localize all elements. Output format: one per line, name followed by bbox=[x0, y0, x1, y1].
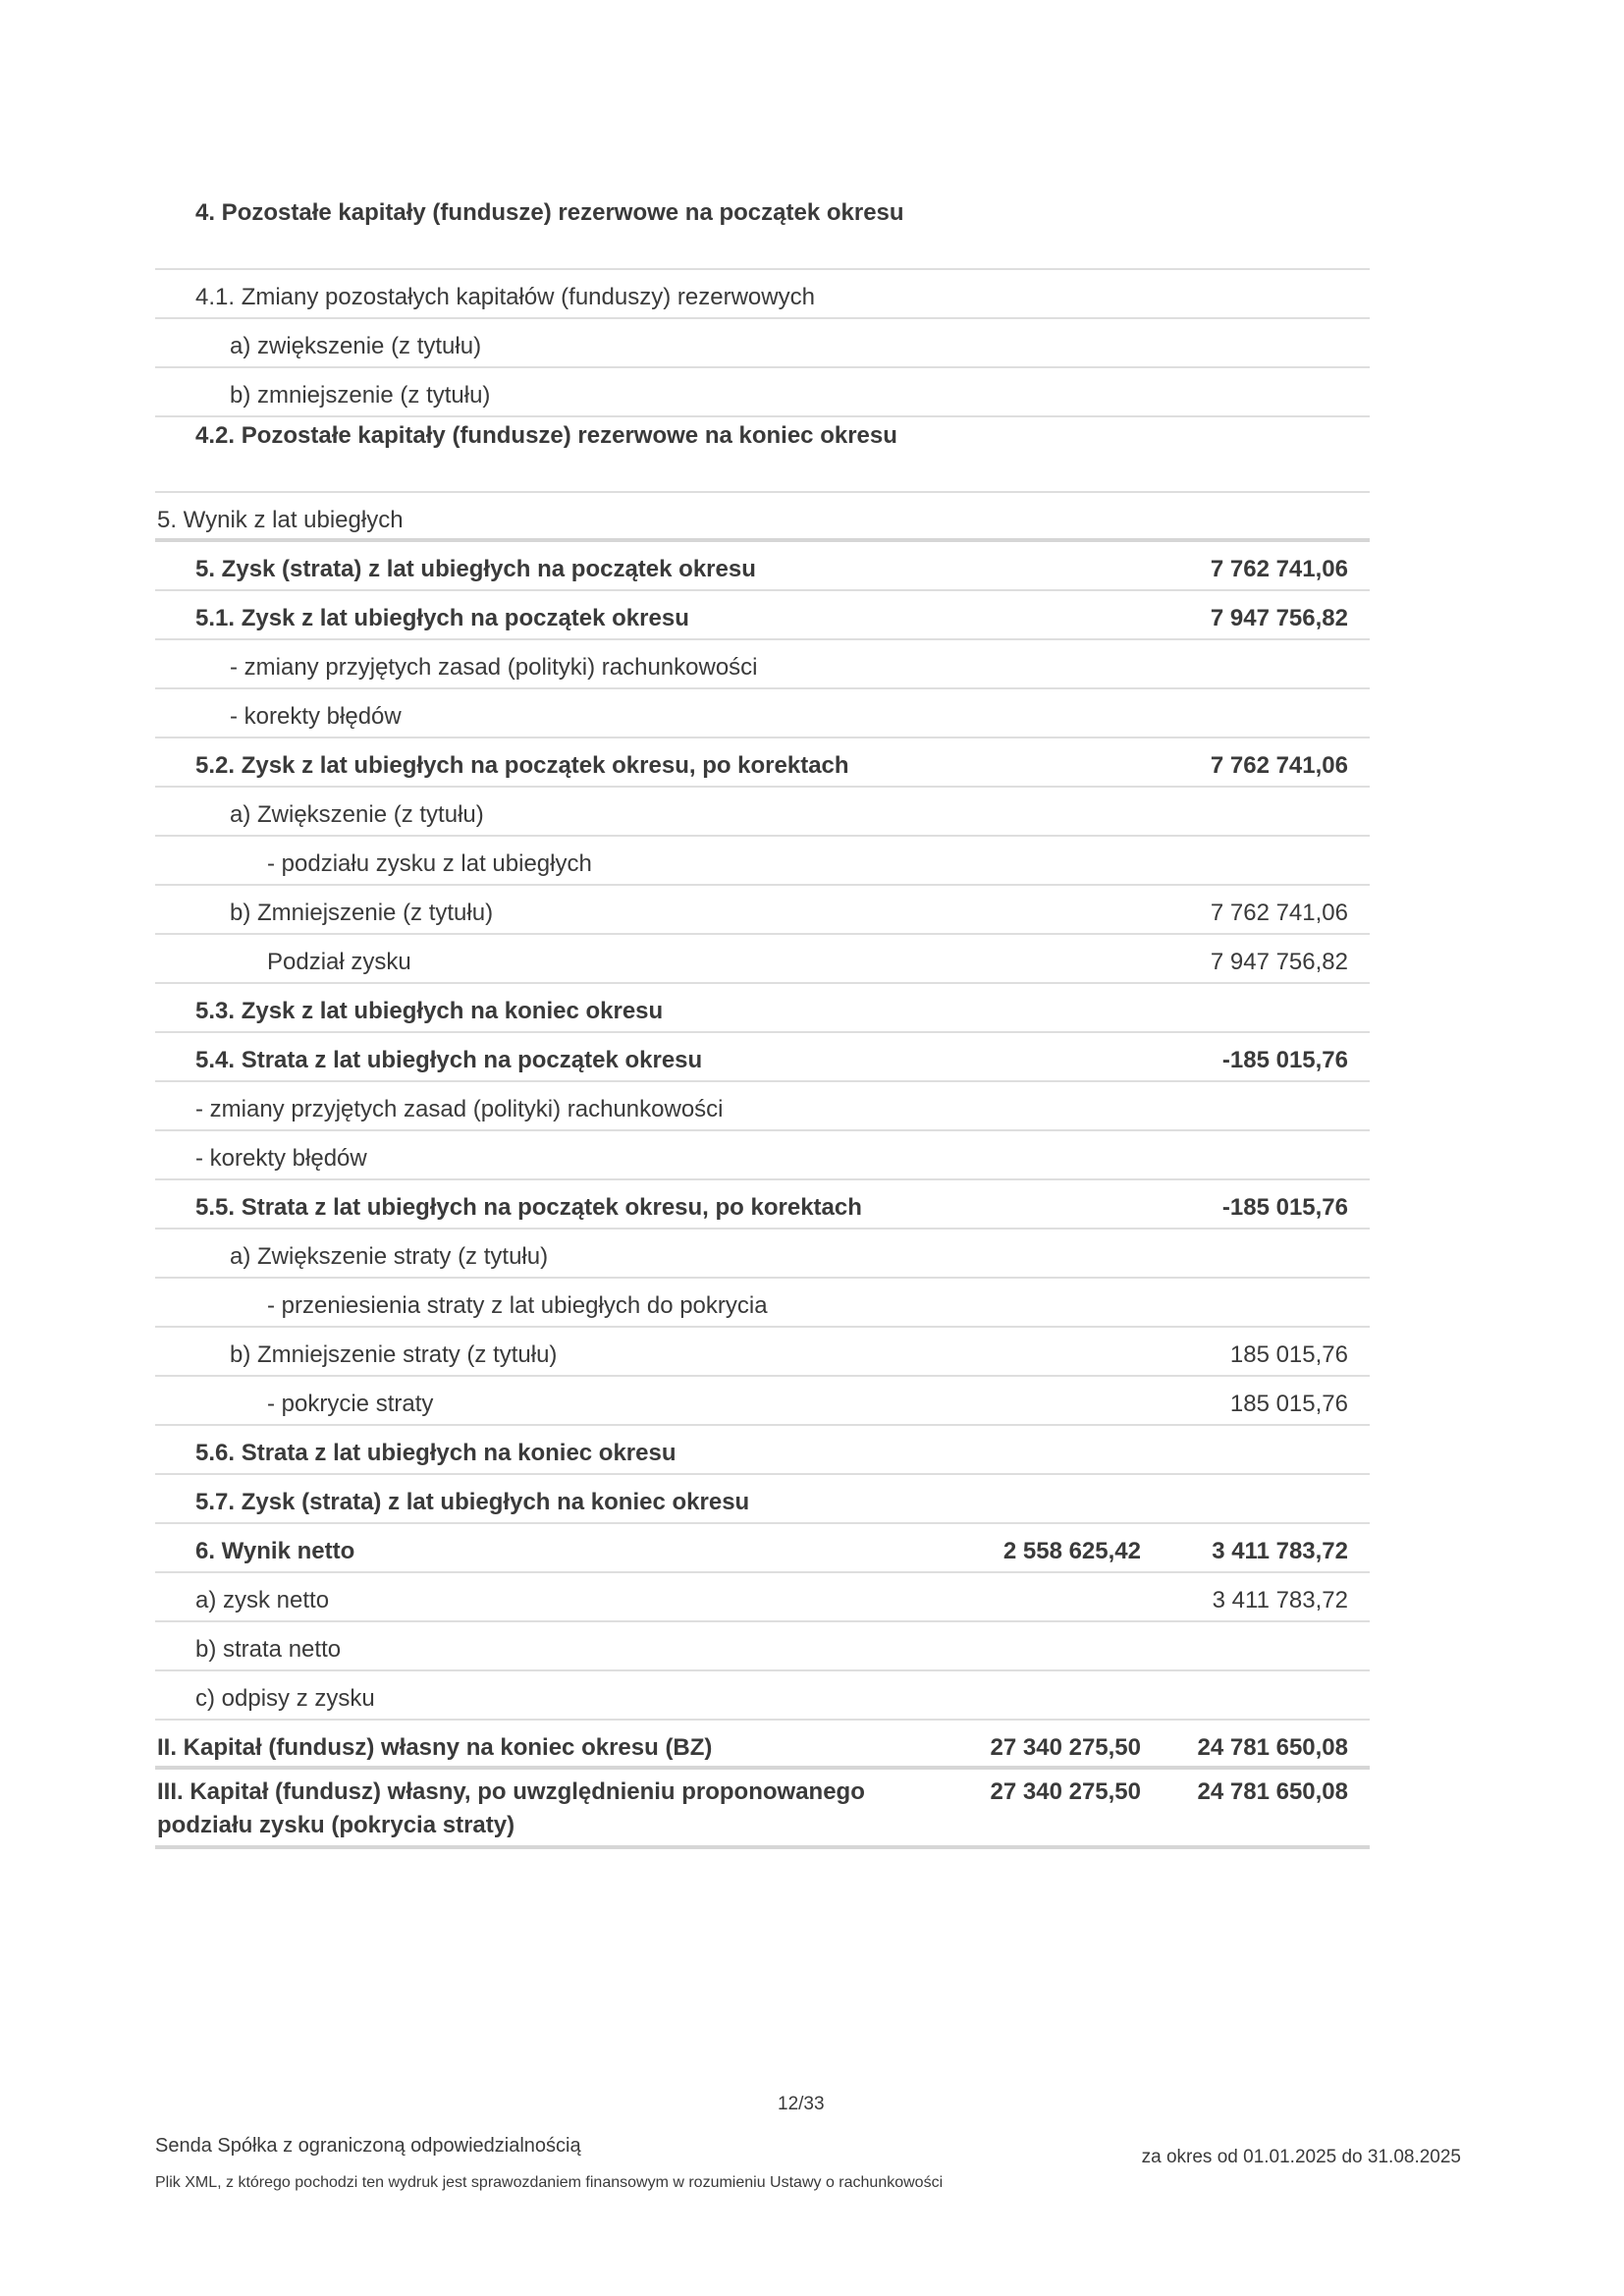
table-row bbox=[155, 738, 1370, 788]
legal-note: Plik XML, z którego pochodzi ten wydruk jest sprawozdaniem finansowym w rozumieniu Ustawy o rachunkowości bbox=[155, 2174, 944, 2191]
table-row bbox=[155, 542, 1370, 591]
row-label: 4. Pozostałe kapitały (fundusze) rezerwowe na początek okresu bbox=[195, 199, 904, 226]
table-row bbox=[155, 1230, 1370, 1279]
row-label: - korekty błędów bbox=[230, 703, 402, 730]
row-label: 5.3. Zysk z lat ubiegłych na koniec okresu bbox=[195, 998, 664, 1024]
row-label: Podział zysku bbox=[267, 949, 411, 975]
row-label: a) Zwiększenie (z tytułu) bbox=[230, 801, 484, 828]
row-label: b) zmniejszenie (z tytułu) bbox=[230, 382, 491, 409]
row-label: b) Zmniejszenie (z tytułu) bbox=[230, 900, 494, 926]
value-current-period: 24 781 650,08 bbox=[1197, 1778, 1348, 1805]
table-row bbox=[155, 1721, 1370, 1770]
row-label: 5.7. Zysk (strata) z lat ubiegłych na koniec okresu bbox=[195, 1489, 750, 1515]
table-row bbox=[155, 1671, 1370, 1721]
value-current-period: 7 762 741,06 bbox=[1210, 556, 1348, 582]
table-row bbox=[155, 837, 1370, 886]
table-row bbox=[155, 1082, 1370, 1131]
row-label: 5.2. Zysk z lat ubiegłych na początek okresu, po korektach bbox=[195, 752, 849, 779]
page-number: 12/33 bbox=[778, 2094, 825, 2114]
reporting-period: za okres od 01.01.2025 do 31.08.2025 bbox=[1141, 2147, 1461, 2167]
table-row bbox=[155, 1524, 1370, 1573]
value-current-period: 7 762 741,06 bbox=[1210, 752, 1348, 779]
table-row bbox=[155, 1279, 1370, 1328]
table-row bbox=[155, 1033, 1370, 1082]
value-previous-period: 27 340 275,50 bbox=[990, 1778, 1141, 1805]
row-label: 4.1. Zmiany pozostałych kapitałów (funduszy) rezerwowych bbox=[195, 284, 815, 310]
table-row bbox=[155, 493, 1370, 542]
company-name: Senda Spółka z ograniczoną odpowiedzialnością bbox=[155, 2135, 581, 2157]
row-label: - korekty błędów bbox=[195, 1145, 367, 1172]
value-current-period: 24 781 650,08 bbox=[1197, 1734, 1348, 1761]
value-current-period: 185 015,76 bbox=[1229, 1391, 1348, 1417]
table-row bbox=[155, 1180, 1370, 1230]
table-row bbox=[155, 194, 1370, 270]
table-row bbox=[155, 935, 1370, 984]
row-label: 5. Wynik z lat ubiegłych bbox=[157, 507, 404, 533]
table-row bbox=[155, 1328, 1370, 1377]
table-row bbox=[155, 788, 1370, 837]
row-label: 5.4. Strata z lat ubiegłych na początek okresu bbox=[195, 1047, 703, 1073]
row-label: - podziału zysku z lat ubiegłych bbox=[267, 850, 592, 877]
table-row bbox=[155, 640, 1370, 689]
table-row bbox=[155, 1770, 1370, 1849]
row-label: a) zwiększenie (z tytułu) bbox=[230, 333, 482, 359]
row-label: 5.6. Strata z lat ubiegłych na koniec okresu bbox=[195, 1440, 677, 1466]
row-label: III. Kapitał (fundusz) własny, po uwzględnieniu proponowanego podziału zysku (pokrycia straty) bbox=[157, 1778, 865, 1838]
equity-changes-table bbox=[155, 194, 1370, 1849]
table-row bbox=[155, 368, 1370, 417]
row-label: 4.2. Pozostałe kapitały (fundusze) rezerwowe na koniec okresu bbox=[195, 422, 897, 449]
table-row bbox=[155, 886, 1370, 935]
value-current-period: 185 015,76 bbox=[1229, 1341, 1348, 1368]
table-row bbox=[155, 984, 1370, 1033]
row-label: II. Kapitał (fundusz) własny na koniec okresu (BZ) bbox=[157, 1734, 713, 1761]
row-label: 5.1. Zysk z lat ubiegłych na początek okresu bbox=[195, 605, 689, 631]
value-current-period: 3 411 783,72 bbox=[1212, 1587, 1348, 1613]
row-label: 5.5. Strata z lat ubiegłych na początek okresu, po korektach bbox=[195, 1194, 862, 1221]
value-current-period: 7 947 756,82 bbox=[1210, 605, 1348, 631]
row-label: 6. Wynik netto bbox=[195, 1538, 355, 1564]
table-row bbox=[155, 1426, 1370, 1475]
table-row bbox=[155, 1377, 1370, 1426]
row-label: - zmiany przyjętych zasad (polityki) rachunkowości bbox=[230, 654, 758, 681]
table-row bbox=[155, 1622, 1370, 1671]
row-label: a) zysk netto bbox=[195, 1587, 330, 1613]
value-current-period: 7 762 741,06 bbox=[1210, 900, 1348, 926]
value-previous-period: 2 558 625,42 bbox=[1002, 1538, 1141, 1564]
row-label: 5. Zysk (strata) z lat ubiegłych na początek okresu bbox=[195, 556, 756, 582]
value-current-period: 7 947 756,82 bbox=[1210, 949, 1348, 975]
table-row bbox=[155, 319, 1370, 368]
table-row bbox=[155, 1573, 1370, 1622]
table-row bbox=[155, 689, 1370, 738]
row-label: - przeniesienia straty z lat ubiegłych do pokrycia bbox=[267, 1292, 768, 1319]
value-current-period: -185 015,76 bbox=[1221, 1047, 1348, 1073]
value-current-period: -185 015,76 bbox=[1221, 1194, 1348, 1221]
value-current-period: 3 411 783,72 bbox=[1212, 1538, 1348, 1564]
table-row bbox=[155, 270, 1370, 319]
row-label: - zmiany przyjętych zasad (polityki) rachunkowości bbox=[195, 1096, 724, 1122]
row-label: b) Zmniejszenie straty (z tytułu) bbox=[230, 1341, 558, 1368]
row-label: - pokrycie straty bbox=[267, 1391, 434, 1417]
table-row bbox=[155, 591, 1370, 640]
row-label: b) strata netto bbox=[195, 1636, 342, 1663]
table-row bbox=[155, 1131, 1370, 1180]
row-label: c) odpisy z zysku bbox=[195, 1685, 375, 1712]
row-label: a) Zwiększenie straty (z tytułu) bbox=[230, 1243, 549, 1270]
value-previous-period: 27 340 275,50 bbox=[990, 1734, 1141, 1761]
table-row bbox=[155, 417, 1370, 493]
table-row bbox=[155, 1475, 1370, 1524]
